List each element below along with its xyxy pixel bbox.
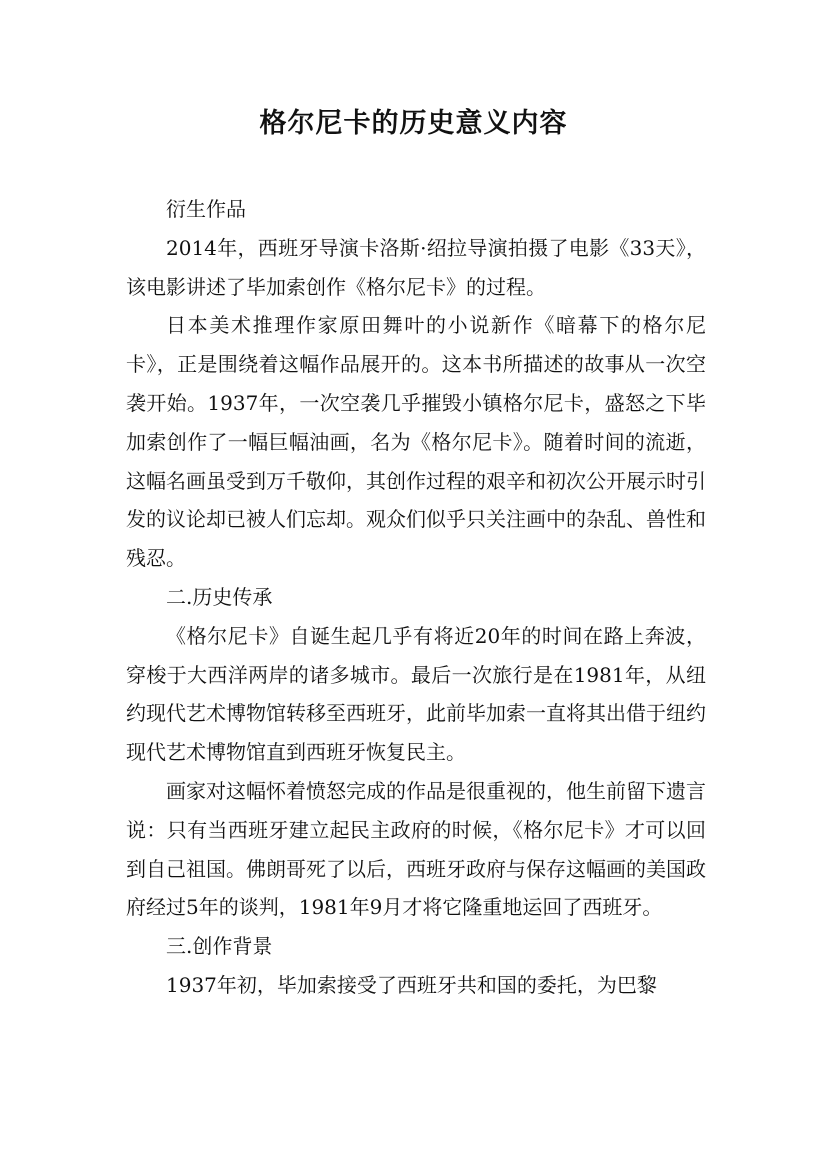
paragraph-return: 画家对这幅怀着愤怒完成的作品是很重视的，他生前留下遗言说：只有当西班牙建立起民主政府的时候，《格尔尼卡》才可以回到自己祖国。佛朗哥死了以后，西班牙政府与保存这幅画的美国政府经过5年的谈判，1981年9月才将它隆重地运回了西班牙。 <box>126 778 706 920</box>
paragraph-journey: 《格尔尼卡》自诞生起几乎有将近20年的时间在路上奔波，穿梭于大西洋两岸的诸多城市。最后一次旅行是在1981年，从纽约现代艺术博物馆转移至西班牙，此前毕加索一直将其出借于纽约现代艺术博物馆直到西班牙恢复民主。 <box>126 623 706 765</box>
section-heading-derivative-works: 衍生作品 <box>166 197 246 221</box>
paragraph-background: 1937年初，毕加索接受了西班牙共和国的委托，为巴黎 <box>166 972 657 997</box>
paragraph-film: 2014年，西班牙导演卡洛斯·绍拉导演拍摄了电影《33天》，该电影讲述了毕加索创作《格尔尼卡》的过程。 <box>126 235 706 299</box>
section-heading-history: 二.历史传承 <box>166 584 273 609</box>
document-body <box>126 190 706 1005</box>
paragraph-novel: 日本美术推理作家原田舞叶的小说新作《暗幕下的格尔尼卡》，正是围绕着这幅作品展开的。这本书所描述的故事从一次空袭开始。1937年，一次空袭几乎摧毁小镇格尔尼卡，盛怒之下毕加索创作了一幅巨幅油画，名为《格尔尼卡》。随着时间的流逝，这幅名画虽受到万千敬仰，其创作过程的艰辛和初次公开展示时引发的议论却已被人们忘却。观众们似乎只关注画中的杂乱、兽性和残忍。 <box>126 313 706 571</box>
document-title: 格尔尼卡的历史意义内容 <box>259 108 568 139</box>
section-heading-background: 三.创作背景 <box>166 934 273 959</box>
